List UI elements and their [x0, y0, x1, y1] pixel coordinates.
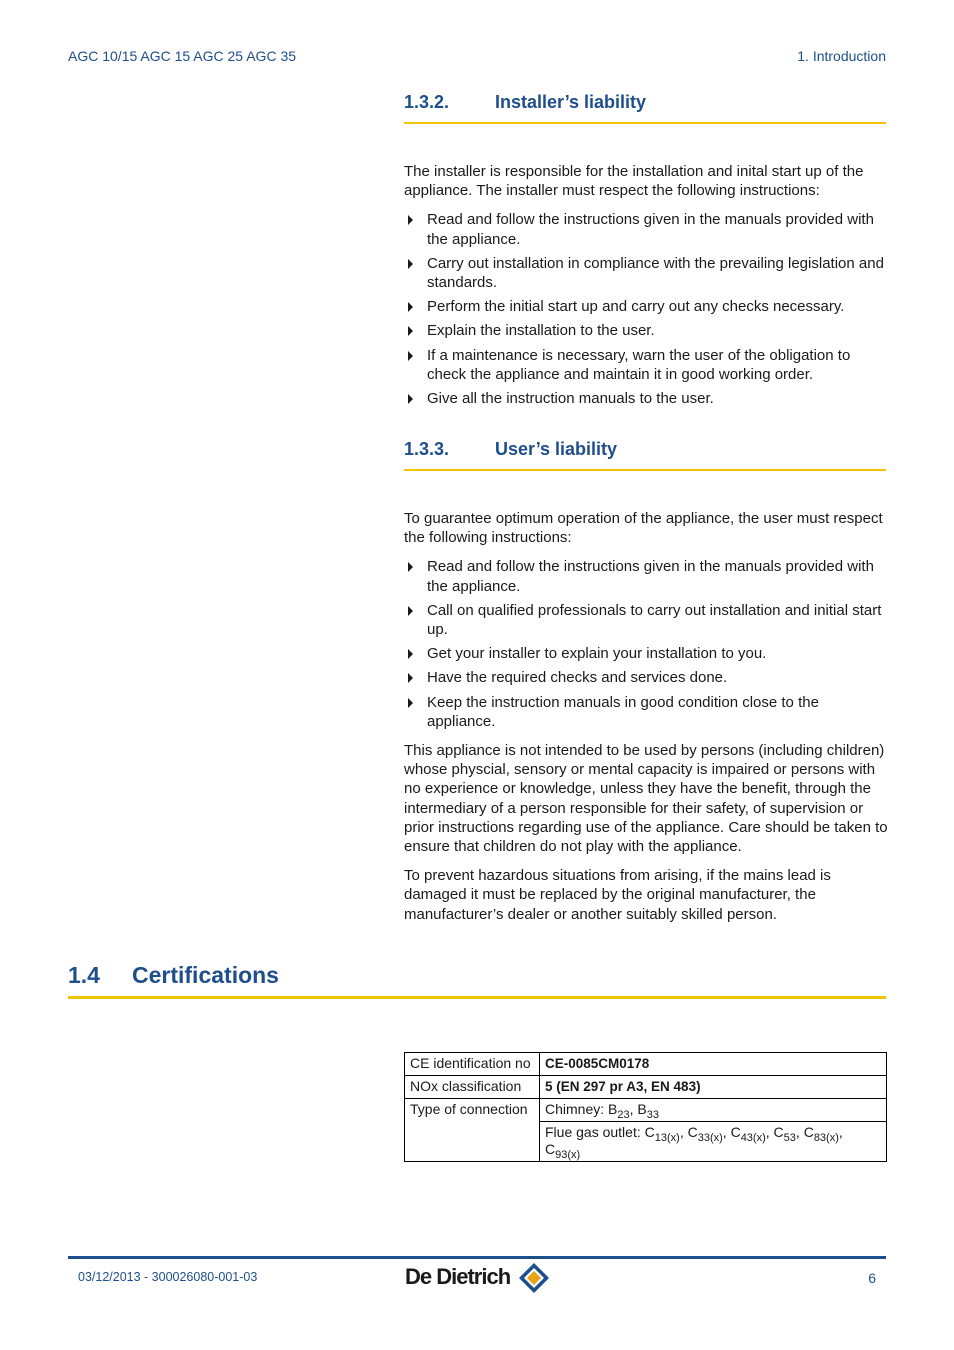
connection-code: $C_{83(x)}$ — [803, 1124, 839, 1144]
installer-liability-body — [404, 162, 888, 418]
brand-wordmark: De Dietrich — [405, 1264, 511, 1289]
connection-code: $B_{33}$ — [637, 1101, 659, 1121]
heading-title: Installer’s liability — [495, 92, 647, 112]
list-item: Call on qualified professionals to carry out installation and initial start up. — [404, 601, 888, 639]
heading-number: 1.3.3. — [404, 439, 450, 459]
heading-title: User’s liability — [495, 439, 618, 459]
page-number: 6 — [868, 1270, 876, 1286]
connection-code: $C_{33(x)}$ — [687, 1124, 723, 1144]
flue-gas-cell: Flue gas outlet: $C_{13(x)}$, $C_{33(x)}$, $C_{43(x)}$, $C_{53}$, $C_{83(x)}$, $C_{93(x)}$ — [540, 1122, 887, 1162]
list-item: Explain the installation to the user. — [404, 321, 888, 340]
mains-lead-paragraph: To prevent hazardous situations from arising, if the mains lead is damaged it must be replaced by the original manufacturer, the manufacturer’s dealer or another suitably skilled person. — [404, 867, 831, 923]
bullet-arrow-icon — [408, 673, 413, 683]
bullet-arrow-icon — [408, 562, 413, 572]
certifications-table — [404, 1052, 887, 1162]
bullet-arrow-icon — [408, 606, 413, 616]
list-item: Read and follow the instructions given in the manuals provided with the appliance. — [404, 557, 888, 595]
list-item: Perform the initial start up and carry out any checks necessary. — [404, 297, 888, 316]
installer-intro: The installer is responsible for the installation and inital start up of the appliance. The installer must respect the following instructions: — [404, 163, 864, 200]
user-liability-heading — [404, 439, 886, 471]
footer-rule — [68, 1256, 886, 1259]
running-header-models: AGC 10/15 AGC 15 AGC 25 AGC 35 — [68, 48, 297, 64]
list-item: Keep the instruction manuals in good condition close to the appliance. — [404, 693, 888, 731]
flue-codes: $C_{13(x)}$, $C_{33(x)}$, $C_{43(x)}$, $C_{53}$, $C_{83(x)}$, $C_{93(x)}$ — [545, 1124, 843, 1161]
list-item: Read and follow the instructions given in the manuals provided with the appliance. — [404, 210, 888, 248]
certifications-heading — [68, 962, 886, 999]
installer-instructions-list — [404, 210, 888, 408]
chimney-codes: $B_{23}$, $B_{33}$ — [608, 1101, 659, 1121]
list-item: Carry out installation in compliance with the prevailing legislation and standards. — [404, 254, 888, 292]
table-row — [405, 1053, 887, 1076]
heading-number: 1.4 — [68, 962, 100, 988]
table-row — [405, 1099, 887, 1122]
list-item: Give all the instruction manuals to the user. — [404, 389, 888, 408]
document-reference: 03/12/2013 - 300026080-001-03 — [78, 1270, 258, 1284]
table-cell-label: CE identification no — [405, 1053, 540, 1076]
connection-code: $C_{13(x)}$ — [644, 1124, 680, 1144]
bullet-arrow-icon — [408, 326, 413, 336]
table-cell-label: Type of connection — [405, 1099, 540, 1162]
list-item: Have the required checks and services done. — [404, 668, 888, 687]
bullet-arrow-icon — [408, 215, 413, 225]
heading-number: 1.3.2. — [404, 92, 450, 112]
table-cell-value: CE-0085CM0178 — [540, 1053, 887, 1076]
chimney-cell: Chimney: $B_{23}$, $B_{33}$ — [540, 1099, 887, 1122]
user-liability-body — [404, 509, 888, 934]
table-row — [405, 1076, 887, 1099]
list-item: Get your installer to explain your installation to you. — [404, 644, 888, 663]
heading-title: Certifications — [132, 962, 279, 988]
installer-liability-heading — [404, 92, 886, 124]
diamond-logo-icon — [518, 1262, 550, 1294]
bullet-arrow-icon — [408, 351, 413, 361]
bullet-arrow-icon — [408, 649, 413, 659]
connection-code: $C_{93(x)}$ — [545, 1141, 581, 1161]
list-item: If a maintenance is necessary, warn the user of the obligation to check the appliance and maintain it in good working order. — [404, 346, 888, 384]
bullet-arrow-icon — [408, 698, 413, 708]
safety-paragraph: This appliance is not intended to be used by persons (including children) whose physcial, sensory or mental capacity is impaired or persons with no experience or knowledge, unless they have the benefit, through the intermediary of a person responsible for their safety, of supervision or prior instructions regarding use of the appliance. Care should be taken to ensure that children do not play with the appliance. — [404, 742, 888, 856]
bullet-arrow-icon — [408, 302, 413, 312]
bullet-arrow-icon — [408, 259, 413, 269]
bullet-arrow-icon — [408, 394, 413, 404]
user-intro: To guarantee optimum operation of the appliance, the user must respect the following instructions: — [404, 510, 883, 547]
table-cell-label: NOx classification — [405, 1076, 540, 1099]
connection-code: $C_{53}$ — [773, 1124, 796, 1144]
running-header-chapter: 1. Introduction — [797, 48, 886, 64]
user-instructions-list — [404, 557, 888, 731]
connection-code: $C_{43(x)}$ — [730, 1124, 766, 1144]
connection-code: $B_{23}$ — [608, 1101, 630, 1121]
table-cell-value: 5 (EN 297 pr A3, EN 483) — [540, 1076, 887, 1099]
